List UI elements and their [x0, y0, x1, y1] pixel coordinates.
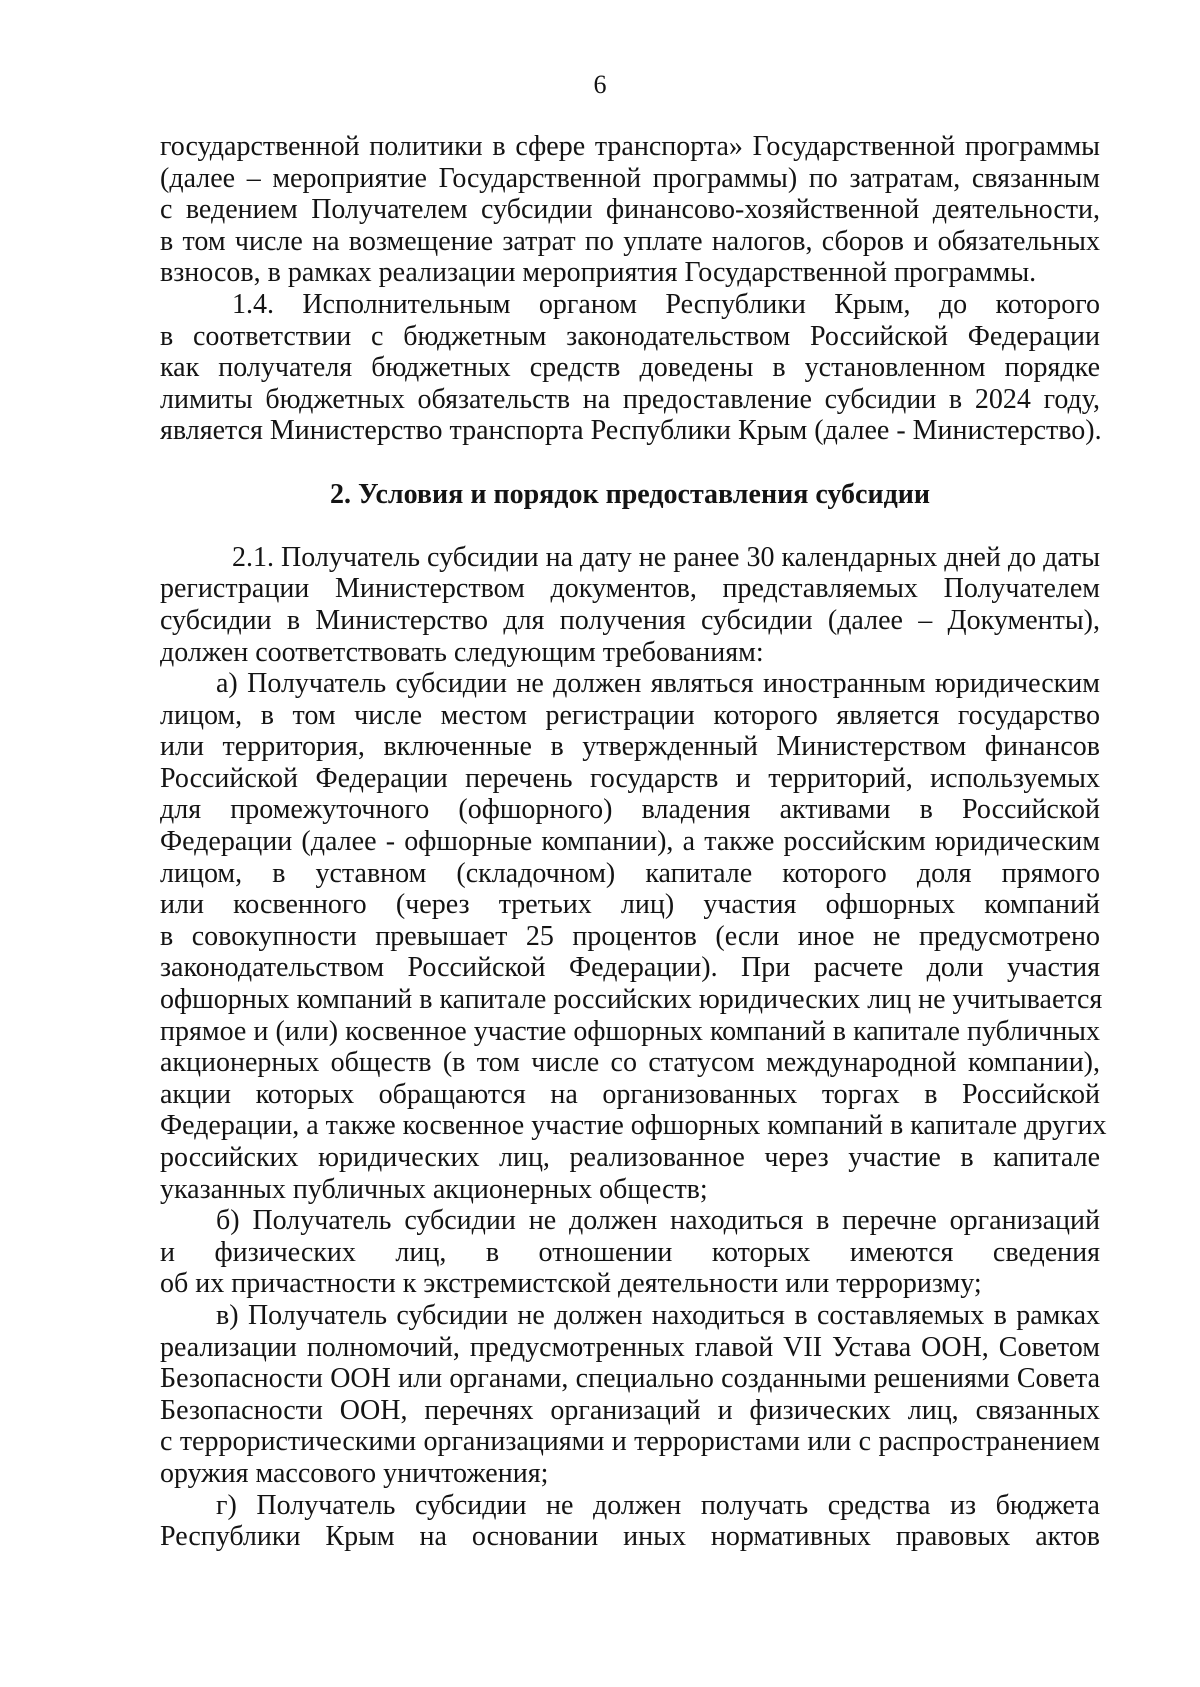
text-line: или территория, включенные в утвержденный Министерством финансов — [160, 731, 1100, 763]
spacer — [160, 510, 1100, 542]
text-line: регистрации Министерством документов, представляемых Получателем — [160, 573, 1100, 605]
text-line: офшорных компаний в капитале российских юридических лиц не учитывается — [160, 984, 1103, 1016]
text-line: является Министерство транспорта Республики Крым (далее - Министерство). — [160, 415, 1102, 447]
text-line: законодательством Российской Федерации). При расчете доли участия — [160, 952, 1100, 984]
text-line: должен соответствовать следующим требованиям: — [160, 636, 764, 668]
text-line: 2.1. Получатель субсидии на дату не ранее 30 календарных дней до даты — [232, 541, 1101, 573]
text-line: а) Получатель субсидии не должен являться иностранным юридическим — [216, 668, 1100, 700]
text-line: указанных публичных акционерных обществ; — [160, 1173, 708, 1205]
text-line: прямое и (или) косвенное участие офшорных компаний в капитале публичных — [160, 1015, 1100, 1047]
text-line: или косвенного (через третьих лиц) участия офшорных компаний — [160, 889, 1100, 921]
text-line: российских юридических лиц, реализованное через участие в капитале — [160, 1142, 1100, 1173]
text-line: лимиты бюджетных обязательств на предоставление субсидии в 2024 году, — [160, 383, 1100, 415]
text-line: Безопасности ООН, перечнях организаций и физических лиц, связанных — [160, 1394, 1100, 1426]
text-line: субсидии в Министерство для получения субсидии (далее – Документы), — [160, 604, 1100, 636]
text-line: в соответствии с бюджетным законодательством Российской Федерации — [160, 320, 1100, 352]
text-line: б) Получатель субсидии не должен находиться в перечне организаций — [216, 1205, 1100, 1237]
text-line: в том числе на возмещение затрат по уплате налогов, сборов и обязательных — [160, 225, 1100, 257]
document-body — [160, 131, 1107, 1553]
text-line: г) Получатель субсидии не должен получать средства из бюджета — [216, 1489, 1100, 1521]
spacer — [160, 447, 1100, 479]
text-line: акции которых обращаются на организованных торгах в Российской — [160, 1078, 1100, 1110]
text-line: Федерации, а также косвенное участие офшорных компаний в капитале других — [160, 1110, 1107, 1142]
page-number: 6 — [593, 70, 607, 99]
text-line: с террористическими организациями и террористами или с распространением — [160, 1426, 1100, 1458]
text-line: Республики Крым на основании иных нормативных правовых актов — [160, 1521, 1100, 1553]
text-line: Федерации (далее - офшорные компании), а также российским юридическим — [160, 826, 1100, 858]
text-line: 1.4. Исполнительным органом Республики Крым, до которого — [232, 288, 1100, 320]
text-line: в совокупности превышает 25 процентов (если иное не предусмотрено — [160, 920, 1100, 952]
text-line: в) Получатель субсидии не должен находиться в составляемых в рамках — [216, 1299, 1100, 1331]
text-line: реализации полномочий, предусмотренных главой VII Устава ООН, Советом — [160, 1331, 1100, 1363]
text-line: оружия массового уничтожения; — [160, 1457, 549, 1489]
text-line: с ведением Получателем субсидии финансово-хозяйственной деятельности, — [160, 194, 1100, 226]
text-line: государственной политики в сфере транспорта» Государственной программы — [160, 131, 1100, 162]
text-line: лицом, в уставном (складочном) капитале которого доля прямого — [160, 857, 1100, 889]
section-heading: 2. Условия и порядок предоставления субсидии — [329, 478, 931, 510]
text-line: и физических лиц, в отношении которых имеются сведения — [160, 1236, 1100, 1268]
text-line: Российской Федерации перечень государств и территорий, используемых — [160, 762, 1100, 794]
text-line: лицом, в том числе местом регистрации которого является государство — [160, 699, 1100, 731]
text-line: акционерных обществ (в том числе со статусом международной компании), — [160, 1047, 1100, 1079]
text-line: взносов, в рамках реализации мероприятия Государственной программы. — [160, 257, 1037, 289]
text-line: (далее – мероприятие Государственной программы) по затратам, связанным — [160, 162, 1100, 194]
text-line: для промежуточного (офшорного) владения активами в Российской — [160, 794, 1100, 826]
text-line: об их причастности к экстремистской деятельности или терроризму; — [160, 1268, 982, 1300]
text-line: как получателя бюджетных средств доведены в установленном порядке — [160, 352, 1100, 384]
text-line: Безопасности ООН или органами, специально созданными решениями Совета — [160, 1363, 1100, 1395]
